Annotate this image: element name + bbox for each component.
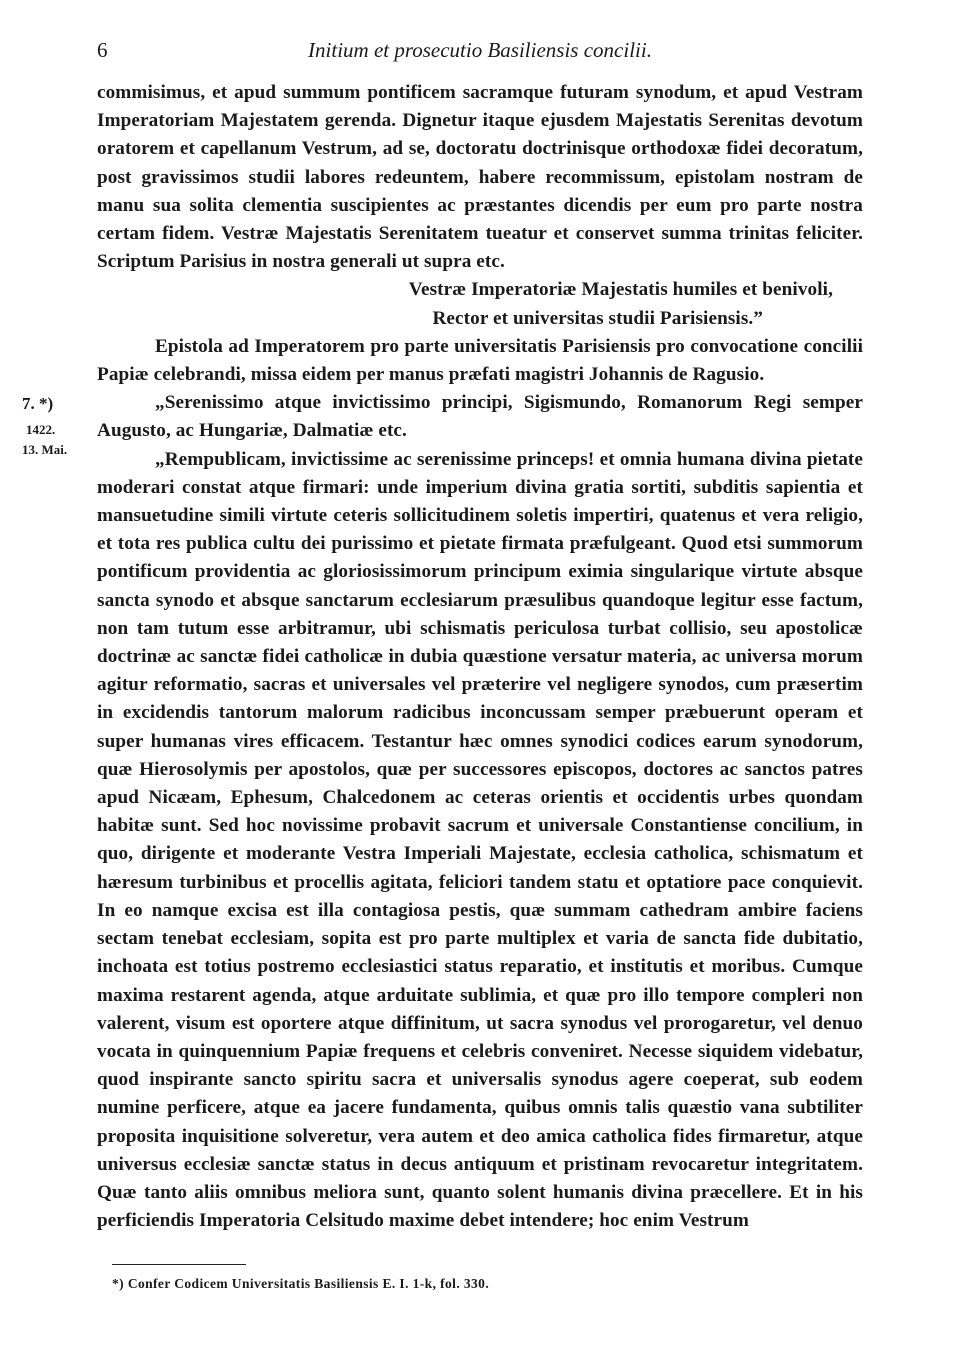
running-title: Initium et prosecutio Basiliensis concilii. [308,38,652,62]
signature-line-2: Rector et universitas studii Parisiensis.” [432,307,763,329]
letter-body: „Rempublicam, invictissime ac serenissime princeps! et omnia humana divina pietate moderari constat atque firmari: unde imperium divina gratia sortiti, subditis sapientia et mansuetudine simili virtute ceteris sollicitudinem soletis impertiri, quatenus et vera religio, et tota res publica cultu dei purissimo et pietate firmata præfulgeant. Quod etsi summorum pontificum providentia ac gloriosissimorum principum eximia singularique virtute absque sancta synodo et absque sanctarum ecclesiarum præsulibus quandoque legitur esse factum, non tam tutum esse arbitramur, ubi schismatis periculosa turbat collisio, seu apostolicæ doctrinæ ac sanctæ fidei catholicæ in dubia quæstione versatur materia, ac universa morum agitur reformatio, sacras et universales vel præterire vel negligere synodos, cum præsertim in excidendis tantorum malorum radicibus inconcussam semper præbuerunt operam et super humanas vires efficacem. Testantur hæc omnes synodici codices earum synodorum, quæ Hierosolymis per apostolos, quæ per successores episcopos, doctores ac sanctos patres apud Nicæam, Ephesum, Chalcedonem ac ceteras orientis et occidentis urbes quondam habitæ sunt. Sed hoc novissime probavit sacrum et universale Constantiense concilium, in quo, dirigente et moderante Vestra Imperiali Majestate, ecclesia catholica, schismatum et hæresum turbinibus et procellis agitata, feliciori tandem statu et optatiore pace conquievit. In eo namque excisa est illa contagiosa pestis, quæ summam cathedram ambire faciens sectam tenebat ecclesiam, sopita est pro parte multiplex et varia de sancta fide dubitatio, inchoata est totius postremo ecclesiastici status reparatio, et institutis et moribus. Cumque maxima restarent agenda, atque arduitate sublimia, et quæ pro illo tempore compleri non valerent, visum est oportere atque diffinitum, ut sacra synodus vel prorogaretur, vel denuo vocata in quinquennium Papiæ frequens et celebris conveniret. Necesse siquidem videbatur, quod inspirante sancto spiritu sacra et universalis synodus agere coeperat, sub eodem numine perficere, atque ea jacere fundamenta, quibus omnis talis quæstio vana subtiliter proposita inquisitione solveretur, vera autem et deo amica catholica fides firmaretur, atque universus ecclesiæ sanctæ status in decus antiquum et pristinam revocaretur integritatem. Quæ tanto aliis omnibus meliora sunt, quanto solent humanis divina præcellere. Et in his perficiendis Imperatoria Celsitudo maxime debet intendere; hoc enim Vestrum [97,448,863,1232]
page-header [97,38,863,68]
signature-line-1: Vestræ Imperatoriæ Majestatis humiles et benivoli, [408,279,833,301]
margin-note-number: 7. *) [22,394,54,413]
body-text [97,79,863,1235]
margin-note-date: 13. Mai. [22,442,68,457]
letter-salutation: „Serenissimo atque invictissimo principi, Sigismundo, Romanorum Regi semper Augusto, ac Hungariæ, Dalmatiæ etc. [97,392,863,442]
paragraph-letter-end: commisimus, et apud summum pontificem sacramque futuram synodum, et apud Vestram Imperatoriam Majestatem gerenda. Dignetur itaque ejusdem Majestatis Serenitas devotum oratorem et capellanum Vestrum, ad se, doctoratu doctrinisque orthodoxæ fidei decoratum, post gravissimos studii labores redeuntem, habere recommissum, epistolam nostram de manu sua solita clementia suscipientes ac præstantes dicendis per eum pro parte nostra certam fidem. Vestræ Majestatis Serenitatem tueatur et conservet summa trinitas feliciter. Scriptum Parisius in nostra generali ut supra etc. [97,82,863,273]
page-number: 6 [97,38,108,62]
margin-note-year: 1422. [26,422,56,437]
footnote: *) Confer Codicem Universitatis Basiliensis E. I. 1-k, fol. 330. [112,1276,490,1291]
letter-heading: Epistola ad Imperatorem pro parte universitatis Parisiensis pro convocatione concilii Papiæ celebrandi, missa eidem per manus præfati magistri Johannis de Ragusio. [97,335,863,386]
footnote-divider [112,1264,246,1265]
